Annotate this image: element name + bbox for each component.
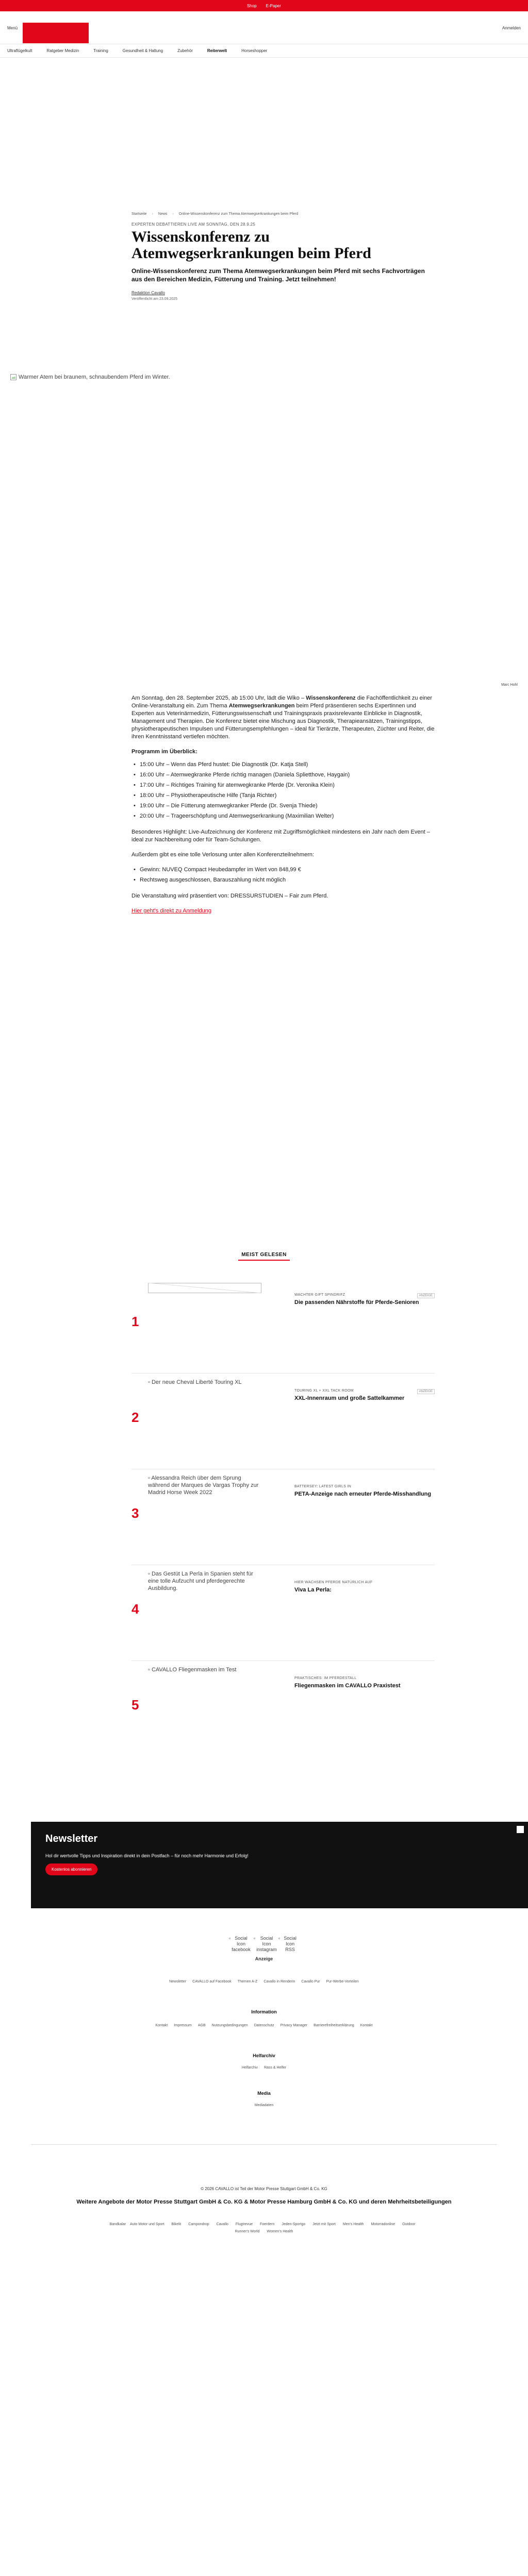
rank-number: 5 [131,1697,139,1713]
group-title: Weitere Angebote der Motor Presse Stuttgart GmbH & Co. KG & Motor Presse Hamburg GmbH & Co. KG und deren Mehrheitsbeteiligungen [76,2199,452,2205]
breadcrumb-separator: › [172,212,174,216]
teaser-kicker: WACHTER GIFT SPINDRIFZ [294,1293,345,1297]
breadcrumb-home[interactable]: Startseite [131,212,147,216]
teaser-image[interactable]: ▫ Das Gestüt La Perla in Spanien steht für eine tolle Aufzucht und pferdegerechte Ausbildung. [148,1571,253,1591]
most-read-item[interactable] [131,1565,435,1661]
rank-number: 3 [131,1505,139,1521]
list-item: • 18:00 Uhr – Physiotherapeutische Hilfe (Tanja Richter) [131,792,435,800]
raffle-list [131,866,435,884]
brand-link[interactable]: Runner's World [235,2230,260,2233]
most-read-item[interactable] [131,1469,435,1565]
teaser-image[interactable]: ▫ CAVALLO Fliegenmasken im Test [148,1667,237,1673]
nav-item-ratgeber-medizin[interactable]: Ratgeber Medizin [46,48,79,53]
facebook-icon[interactable]: ▫ Social Icon facebook [229,1936,251,1952]
teaser-image[interactable] [148,1283,261,1358]
menu-button[interactable]: Menü [7,26,18,30]
teaser-title[interactable]: PETA-Anzeige nach erneuter Pferde-Misshandlung [294,1491,432,1497]
registration-link[interactable]: Hier geht's direkt zu Anmeldung [131,908,211,914]
presented-by: Die Veranstaltung wird präsentiert von: DRESSURSTUDIEN – Fair zum Pferd. [131,893,328,899]
list-item: • 19:00 Uhr – Die Fütterung atemwegkranker Pferde (Dr. Svenja Thiede) [131,802,435,810]
list-item: • 17:00 Uhr – Richtiges Training für atemwegkranke Pferde (Dr. Veronika Klein) [131,782,435,789]
brand-link[interactable]: Bandkalar [109,2223,126,2226]
brand-link[interactable]: Jeden-Sportgo [282,2223,306,2226]
footer-link[interactable]: Barrierefreiheitserklärung [314,2024,354,2027]
footer-link[interactable]: Themen A-Z [237,1980,258,1984]
footer-divider [31,2144,497,2145]
footer-heading-helfarchiv: Helfarchiv [253,2053,275,2058]
close-icon[interactable] [517,1826,524,1833]
footer-heading-information: Information [251,2009,277,2014]
footer-link[interactable]: CAVALLO auf Facebook [192,1980,232,1984]
footer-link[interactable]: Nutzungsbedingungen [211,2024,248,2027]
article-header [131,212,435,301]
copyright: © 2026 CAVALLO ist Teil der Motor Presse Stuttgart GmbH & Co. KG [201,2187,327,2191]
program-heading: Programm im Überblick: [131,749,197,755]
footer-link[interactable]: AGB [197,2024,206,2027]
article-kicker: EXPERTEN DEBATTIEREN LIVE AM SONNTAG, DEN 28.9.25 [131,222,256,227]
social-links [0,1936,528,1956]
article-intro: Am Sonntag, den 28. September 2025, ab 15:00 Uhr, lädt die Wiko – Wissenskonferenz die Fachöffentlichkeit zu einer Online-Veranstaltung ein. Zum Thema Atemwegserkrankungen beim Pferd präsentieren sechs Expertinnen und Experten aus Veterinärmedizin, Fütterungswissenschaft und Trainingspraxis praxisrelevante Einblicke in Diagnostik, Management und Therapien. Die Konferenz bietet eine Mischung aus Diagnostik, Therapieansätzen, Trainingstipps, physiotherapeutischen Impulsen und Fütterungsempfehlungen – ideal für Tierärzte, Therapeuten, Züchter und Reiter, die ihren Kenntnisstand vertiefen möchten. [131,695,435,740]
newsletter-box [31,1822,528,1908]
most-read-item[interactable] [131,1661,435,1757]
login-link[interactable]: Anmelden [502,26,521,30]
hero-image-alt: Warmer Atem bei braunem, schnaubendem Pferd im Winter. [19,374,170,380]
footer-helfer-links [0,2066,528,2070]
footer-link[interactable]: Mediadaten [254,2104,274,2107]
article-title: Wissenskonferenz zu Atemwegserkrankungen beim Pferd [131,228,371,262]
top-bar [0,0,528,11]
article-author[interactable]: Redaktion Cavallo [131,291,165,295]
highlight-paragraph: Besonderes Highlight: Live-Aufzeichnung der Konferenz mit Zugriffsmöglichkeit mindestens ein Jahr nach dem Event – ideal zur Nachbereitung oder für Team-Schulungen. [131,829,430,843]
teaser-kicker: TOURING XL + XXL TACK ROOM [294,1389,354,1393]
broken-image-icon: ▫ [148,1571,150,1577]
footer-link[interactable]: Impressum [174,2024,192,2027]
newsletter-subscribe-button[interactable]: Kostenlos abonnieren [45,1863,97,1875]
list-item: • Rechtsweg ausgeschlossen, Barauszahlung nicht möglich [131,876,435,884]
ad-placeholder [0,58,528,212]
ad-badge: ANZEIGE [417,1389,435,1394]
teaser-title[interactable]: Viva La Perla: [294,1587,332,1593]
broken-image-icon: ▫ [148,1379,150,1385]
rss-icon[interactable]: ▫ Social Icon RSS [278,1936,296,1952]
breadcrumb-separator: › [152,212,153,216]
footer-link[interactable]: Cavallo Pur [301,1980,320,1984]
teaser-image[interactable]: ▫ Der neue Cheval Liberté Touring XL [148,1379,242,1385]
site-header [0,11,528,44]
newsletter-description: Hol dir wertvolle Tipps und Inspiration direkt in dein Postfach – für noch mehr Harmonie und Erfolg! [45,1853,249,1858]
main-nav [0,44,528,58]
footer-link[interactable]: Helfarchiv [241,2066,258,2070]
teaser-title[interactable]: Die passenden Nährstoffe für Pferde-Senioren [294,1299,419,1306]
rank-number: 2 [131,1410,139,1425]
brand-link[interactable]: Cavallo [216,2223,228,2226]
teaser-kicker: BATTERSEY: LATEST GIRLS IN [294,1485,352,1488]
footer-link[interactable]: Newsletter [169,1980,187,1984]
brand-link[interactable]: Women's Health [267,2230,293,2233]
nav-item-ultrafluegelkult[interactable]: Ultraflügelkult [7,48,32,53]
ad-badge: ANZEIGE [417,1293,435,1298]
nav-item-gesundheit-haltung[interactable]: Gesundheit & Haltung [122,48,163,53]
article-lead: Online-Wissenskonferenz zum Thema Atemwegserkrankungen beim Pferd mit sechs Fachvorträgen aus den Bereichen Medizin, Fütterung und Training. Jetzt teilnehmen! [131,267,425,283]
footer-link[interactable]: Cavallo in Renderin [263,1980,295,1984]
nav-item-training[interactable]: Training [93,48,108,53]
breadcrumb-current: Online-Wissenskonferenz zum Thema Atemwegserkrankungen beim Pferd [178,212,299,216]
footer-info-links [0,2024,528,2027]
article-body [131,694,435,922]
brand-link[interactable]: Jetzt mit Sport [312,2223,336,2226]
rank-number: 4 [131,1601,139,1617]
footer-links-row [0,1980,528,1984]
brand-link[interactable]: Campondrop [188,2223,209,2226]
broken-image-icon [10,374,16,382]
most-read-item[interactable] [131,1374,435,1469]
brand-link[interactable]: Bikelit [171,2223,182,2226]
footer-link[interactable]: Kontakt [155,2024,168,2027]
footer-media-links [0,2104,528,2107]
brand-link[interactable]: Outdoor [402,2223,416,2226]
instagram-icon[interactable]: ▫ Social Icon instagram [254,1936,277,1952]
brand-links [31,2221,497,2235]
rank-number: 1 [131,1314,139,1329]
list-item: • 16:00 Uhr – Atemwegkranke Pferde richtig managen (Daniela Splietthove, Haygain) [131,771,435,779]
nav-item-reiterwelt[interactable]: Reiterwelt [207,48,227,53]
raffle-intro: Außerdem gibt es eine tolle Verlosung unter allen Konferenzteilnehmern: [131,852,315,858]
newsletter-title: Newsletter [45,1833,98,1844]
brand-link[interactable]: Men's Health [342,2223,364,2226]
nav-item-horseshopper[interactable]: Horseshopper [241,48,268,53]
ad-label: Anzeige [255,1956,273,1961]
teaser-kicker: HIER WACHSEN PFERDE NATÜRLICH AUF [294,1581,373,1584]
broken-image-icon: ▫ [148,1475,150,1481]
heading-underline [238,1260,290,1261]
program-list [131,761,435,820]
most-read-list [131,1278,435,1757]
list-item: • 20:00 Uhr – Trageerschöpfung und Atemwegserkrankung (Maximilian Welter) [131,812,435,820]
footer-link[interactable]: Kontakt [360,2024,373,2027]
brand-link[interactable]: Auto Motor und Sport [130,2223,164,2226]
breadcrumb-news[interactable]: News [158,212,168,216]
list-item: • Gewinn: NUVEQ Compact Heubedampfer im Wert von 848,99 € [131,866,435,874]
list-item: • 15:00 Uhr – Wenn das Pferd hustet: Die Diagnostik (Dr. Katja Stell) [131,761,435,769]
broken-image-icon: ▫ [148,1667,150,1673]
site-logo[interactable] [23,23,89,43]
topbar-link-epaper[interactable]: E-Paper [266,3,282,8]
hero-image-credit: Marc Hohl [501,683,518,687]
hero-image [10,374,518,693]
article-published-date: Veröffentlicht am 23.09.2025 [131,297,177,301]
teaser-kicker: PRAKTISCHES: IM PFERDESTALL [294,1676,357,1680]
nav-item-zubehoer[interactable]: Zubehör [177,48,193,53]
teaser-image[interactable]: ▫ Alessandra Reich über dem Sprung während der Marques de Vargas Trophy zur Madrid Horse Week 2022 [148,1475,259,1496]
most-read-item[interactable] [131,1278,435,1374]
footer-link[interactable]: Datenschutz [254,2024,274,2027]
teaser-title[interactable]: XXL-Innenraum und große Sattelkammer [294,1395,405,1401]
footer-link[interactable]: Privacy Manager [280,2024,308,2027]
brand-link[interactable]: Flugtrevue [235,2223,253,2226]
footer-heading-media: Media [257,2091,271,2096]
brand-link[interactable]: Motorradonline [371,2223,395,2226]
footer-link[interactable]: Pur-Werbe-Vorteilen [326,1980,359,1984]
brand-link[interactable]: Foerdern [259,2223,275,2226]
topbar-link-shop[interactable]: Shop [246,3,257,8]
footer-link[interactable]: Rass & Helfer [263,2066,287,2070]
breadcrumb [131,212,435,216]
teaser-title[interactable]: Fliegenmasken im CAVALLO Praxistest [294,1683,401,1689]
most-read-heading: MEIST GELESEN [0,1252,528,1261]
